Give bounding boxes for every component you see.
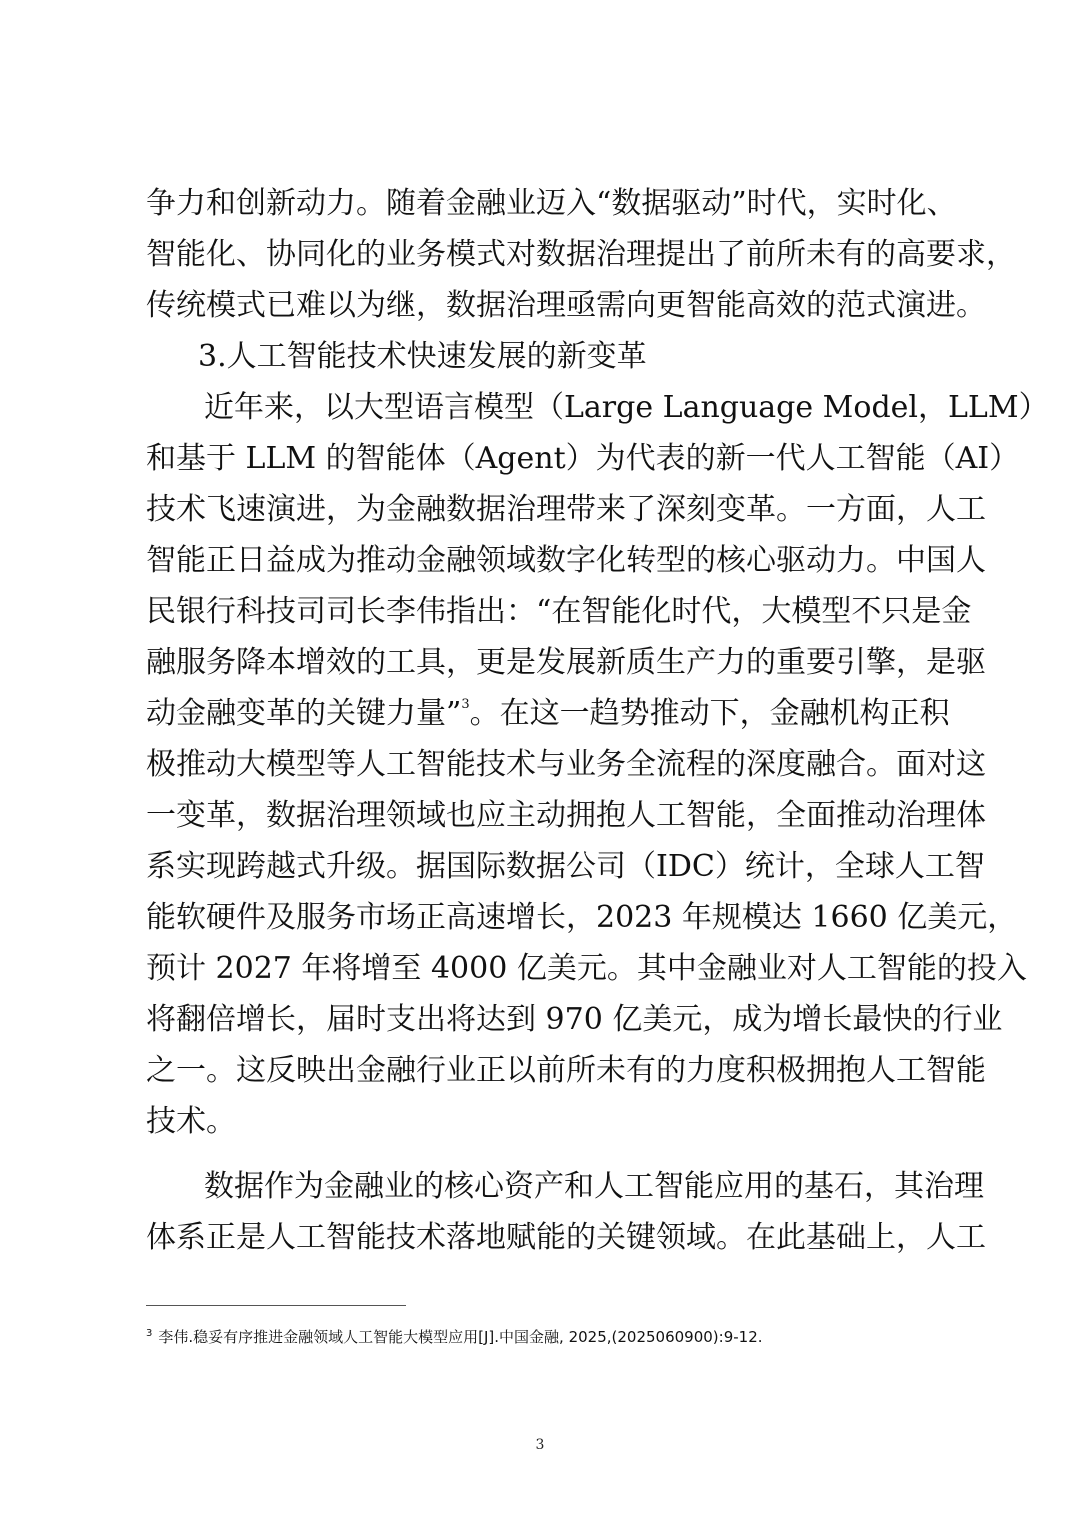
text-line: 数据作为金融业的核心资产和人工智能应用的基石，其治理 — [204, 1169, 984, 1204]
text-line: 近年来，以大型语言模型（Large Language Model，LLM） — [204, 390, 1049, 425]
text-line: 极推动大模型等人工智能技术与业务全流程的深度融合。面对这 — [146, 747, 986, 782]
text-line: 和基于 LLM 的智能体（Agent）为代表的新一代人工智能（AI） — [146, 441, 1020, 476]
text-line: 预计 2027 年将增至 4000 亿美元。其中金融业对人工智能的投入 — [146, 951, 1027, 986]
text-line: 民银行科技司司长李伟指出：“在智能化时代，大模型不只是金 — [146, 594, 972, 629]
text-line: 体系正是人工智能技术落地赋能的关键领域。在此基础上，人工 — [146, 1220, 986, 1255]
text-line: 将翻倍增长，届时支出将达到 970 亿美元，成为增长最快的行业 — [146, 1002, 1003, 1037]
paragraph-gap — [146, 1147, 946, 1161]
footnote-reference[interactable]: 3 — [461, 697, 470, 712]
text-line: 之一。这反映出金融行业正以前所未有的力度积极拥抱人工智能 — [146, 1053, 986, 1088]
text-line-with-footnote-ref — [146, 688, 950, 739]
text-line: 系实现跨越式升级。据国际数据公司（IDC）统计，全球人工智 — [146, 849, 985, 884]
text-line: 融服务降本增效的工具，更是发展新质生产力的重要引擎，是驱 — [146, 645, 986, 680]
text-fragment: 动金融变革的关键力量” — [146, 696, 462, 731]
body-text — [146, 178, 1049, 1263]
text-line: 争力和创新动力。随着金融业迈入“数据驱动”时代，实时化、 — [146, 186, 957, 221]
section-heading: 3.人工智能技术快速发展的新变革 — [198, 339, 647, 374]
text-line: 技术。 — [146, 1104, 236, 1139]
footnote-mark: 3 — [146, 1328, 153, 1339]
text-line: 智能化、协同化的业务模式对数据治理提出了前所未有的高要求， — [146, 237, 1016, 272]
footnote-divider — [146, 1305, 406, 1306]
text-line: 一变革，数据治理领域也应主动拥抱人工智能，全面推动治理体 — [146, 798, 986, 833]
text-line: 能软硬件及服务市场正高速增长，2023 年规模达 1660 亿美元， — [146, 900, 1018, 935]
text-line: 技术飞速演进，为金融数据治理带来了深刻变革。一方面，人工 — [146, 492, 986, 527]
page-number: 3 — [535, 1437, 545, 1453]
text-line: 传统模式已难以为继，数据治理亟需向更智能高效的范式演进。 — [146, 288, 986, 323]
footnote-text: 李伟.稳妥有序推进金融领域人工智能大模型应用[J].中国金融, 2025,(2025060900):9-12. — [158, 1328, 763, 1346]
text-line: 智能正日益成为推动金融领域数字化转型的核心驱动力。中国人 — [146, 543, 986, 578]
footnote — [146, 1322, 946, 1349]
text-fragment: 。在这一趋势推动下，金融机构正积 — [469, 696, 950, 731]
